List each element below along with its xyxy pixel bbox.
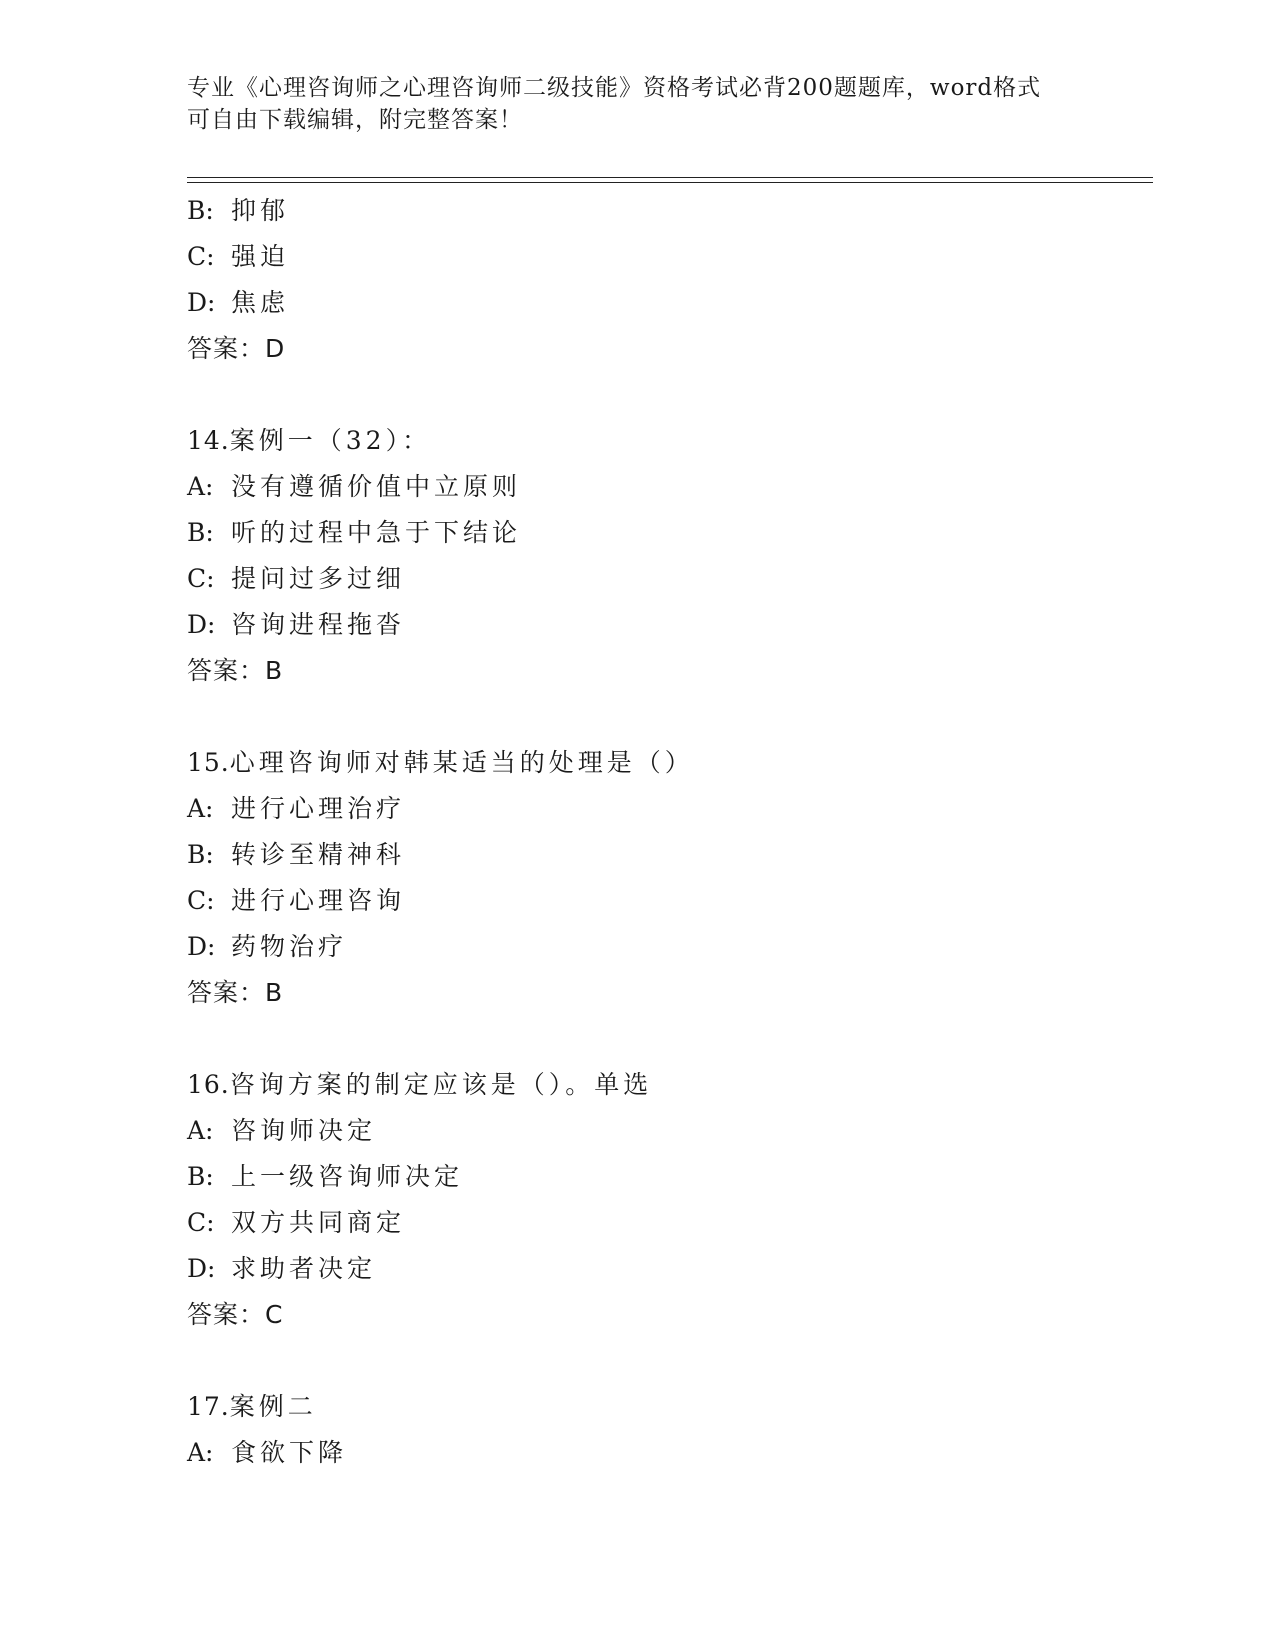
option-key: D: (187, 1254, 216, 1283)
option-a (187, 786, 1153, 832)
option-text: 焦虑 (231, 288, 290, 317)
spacer (187, 694, 1153, 740)
option-key: B: (187, 840, 214, 869)
option-a (187, 464, 1153, 510)
option-text: 上一级咨询师决定 (231, 1162, 464, 1191)
option-b (187, 510, 1153, 556)
answer-line: 答案：C (187, 1300, 284, 1329)
option-key: C: (187, 886, 215, 915)
answer-line: 答案：B (187, 978, 284, 1007)
option-text: 双方共同商定 (231, 1208, 406, 1237)
question-title (187, 1062, 1153, 1108)
option-text: 药物治疗 (231, 932, 348, 961)
option-b (187, 188, 1153, 234)
question-list (187, 188, 1153, 1476)
answer-line: 答案：B (187, 656, 284, 685)
option-key: A: (187, 1116, 214, 1145)
option-key: B: (187, 196, 214, 225)
question-block-16 (187, 1062, 1153, 1338)
option-d (187, 924, 1153, 970)
option-c (187, 878, 1153, 924)
document-header (187, 72, 1067, 136)
option-c (187, 556, 1153, 602)
spacer (187, 372, 1153, 418)
question-block-17 (187, 1384, 1153, 1476)
option-key: C: (187, 1208, 215, 1237)
option-c (187, 234, 1153, 280)
option-text: 咨询师决定 (231, 1116, 377, 1145)
question-number: 14. (187, 426, 230, 455)
question-block-15 (187, 740, 1153, 1016)
option-key: B: (187, 1162, 214, 1191)
option-text: 咨询进程拖沓 (231, 610, 406, 639)
option-text: 没有遵循价值中立原则 (231, 472, 522, 501)
question-number: 16. (187, 1070, 230, 1099)
option-text: 求助者决定 (231, 1254, 377, 1283)
question-title (187, 418, 1153, 464)
option-key: A: (187, 794, 214, 823)
question-block-prev (187, 188, 1153, 372)
option-key: C: (187, 242, 215, 271)
option-c (187, 1200, 1153, 1246)
header-divider-top (187, 177, 1153, 178)
option-text: 食欲下降 (231, 1438, 348, 1467)
header-divider-bottom (187, 182, 1153, 183)
question-block-14 (187, 418, 1153, 694)
option-text: 转诊至精神科 (231, 840, 406, 869)
option-b (187, 832, 1153, 878)
question-text: 案例一（32）： (229, 426, 432, 455)
question-title (187, 1384, 1153, 1430)
question-text: 咨询方案的制定应该是（）。单选 (229, 1070, 653, 1099)
header-line-2: 可自由下载编辑，附完整答案！ (187, 107, 523, 133)
option-text: 听的过程中急于下结论 (231, 518, 522, 547)
question-number: 17. (187, 1392, 230, 1421)
option-text: 抑郁 (231, 196, 290, 225)
option-text: 进行心理治疗 (231, 794, 406, 823)
option-d (187, 280, 1153, 326)
spacer (187, 1338, 1153, 1384)
answer-line: 答案：D (187, 334, 286, 363)
option-text: 提问过多过细 (231, 564, 406, 593)
option-d (187, 602, 1153, 648)
question-number: 15. (187, 748, 230, 777)
option-text: 进行心理咨询 (231, 886, 406, 915)
option-b (187, 1154, 1153, 1200)
option-a (187, 1108, 1153, 1154)
header-line-1: 专业《心理咨询师之心理咨询师二级技能》资格考试必背200题题库，word格式 (187, 75, 1042, 101)
question-text: 心理咨询师对韩某适当的处理是（） (229, 748, 694, 777)
option-key: B: (187, 518, 214, 547)
option-key: A: (187, 1438, 214, 1467)
question-text: 案例二 (229, 1392, 317, 1421)
option-key: D: (187, 610, 216, 639)
option-key: A: (187, 472, 214, 501)
option-key: D: (187, 288, 216, 317)
option-d (187, 1246, 1153, 1292)
option-key: C: (187, 564, 215, 593)
question-title (187, 740, 1153, 786)
spacer (187, 1016, 1153, 1062)
option-a (187, 1430, 1153, 1476)
option-text: 强迫 (231, 242, 290, 271)
option-key: D: (187, 932, 216, 961)
